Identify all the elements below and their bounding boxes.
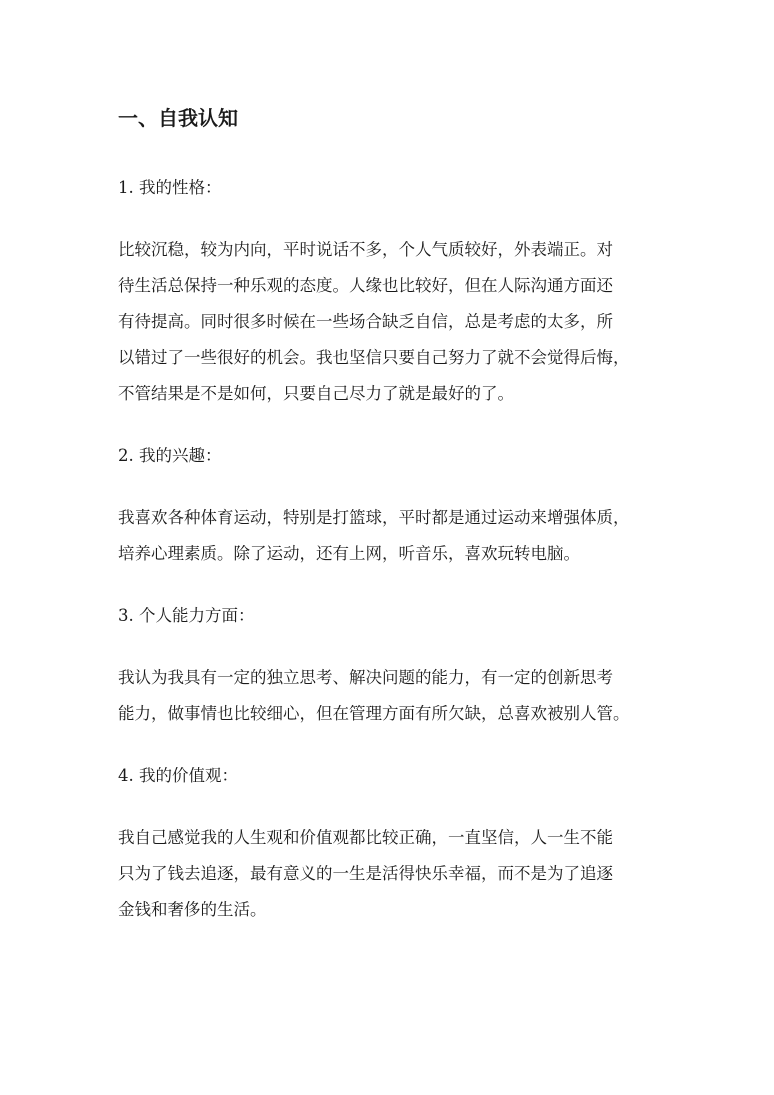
- paragraph-line: 我认为我具有一定的独立思考、解决问题的能力，有一定的创新思考: [118, 668, 613, 687]
- section-paragraph-abilities: [118, 660, 663, 732]
- section-paragraph-interests: [118, 500, 663, 572]
- paragraph-line: 比较沉稳，较为内向，平时说话不多，个人气质较好，外表端正。对: [118, 240, 613, 259]
- section-heading-abilities: 3. 个人能力方面：: [118, 606, 255, 625]
- document-body: [118, 100, 663, 954]
- paragraph-line: 有待提高。同时很多时候在一些场合缺乏自信，总是考虑的太多，所: [118, 312, 613, 331]
- paragraph-line: 我喜欢各种体育运动，特别是打篮球，平时都是通过运动来增强体质，: [118, 508, 630, 527]
- section-heading-personality: 1. 我的性格：: [118, 178, 222, 197]
- section-paragraph-values: [118, 820, 663, 928]
- section-paragraph-personality: [118, 232, 663, 412]
- paragraph-line: 待生活总保持一种乐观的态度。人缘也比较好，但在人际沟通方面还: [118, 276, 613, 295]
- paragraph-line: 以错过了一些很好的机会。我也坚信只要自己努力了就不会觉得后悔，: [118, 348, 630, 367]
- page-title: 一、自我认知: [118, 106, 238, 130]
- paragraph-line: 只为了钱去追逐，最有意义的一生是活得快乐幸福，而不是为了追逐: [118, 864, 613, 883]
- paragraph-line: 不管结果是不是如何，只要自己尽力了就是最好的了。: [118, 384, 514, 403]
- paragraph-line: 能力，做事情也比较细心，但在管理方面有所欠缺，总喜欢被别人管。: [118, 704, 630, 723]
- paragraph-line: 金钱和奢侈的生活。: [118, 900, 267, 919]
- paragraph-line: 培养心理素质。除了运动，还有上网，听音乐，喜欢玩转电脑。: [118, 544, 580, 563]
- section-heading-values: 4. 我的价值观：: [118, 766, 238, 785]
- paragraph-line: 我自己感觉我的人生观和价值观都比较正确，一直坚信，人一生不能: [118, 828, 613, 847]
- section-heading-interests: 2. 我的兴趣：: [118, 446, 222, 465]
